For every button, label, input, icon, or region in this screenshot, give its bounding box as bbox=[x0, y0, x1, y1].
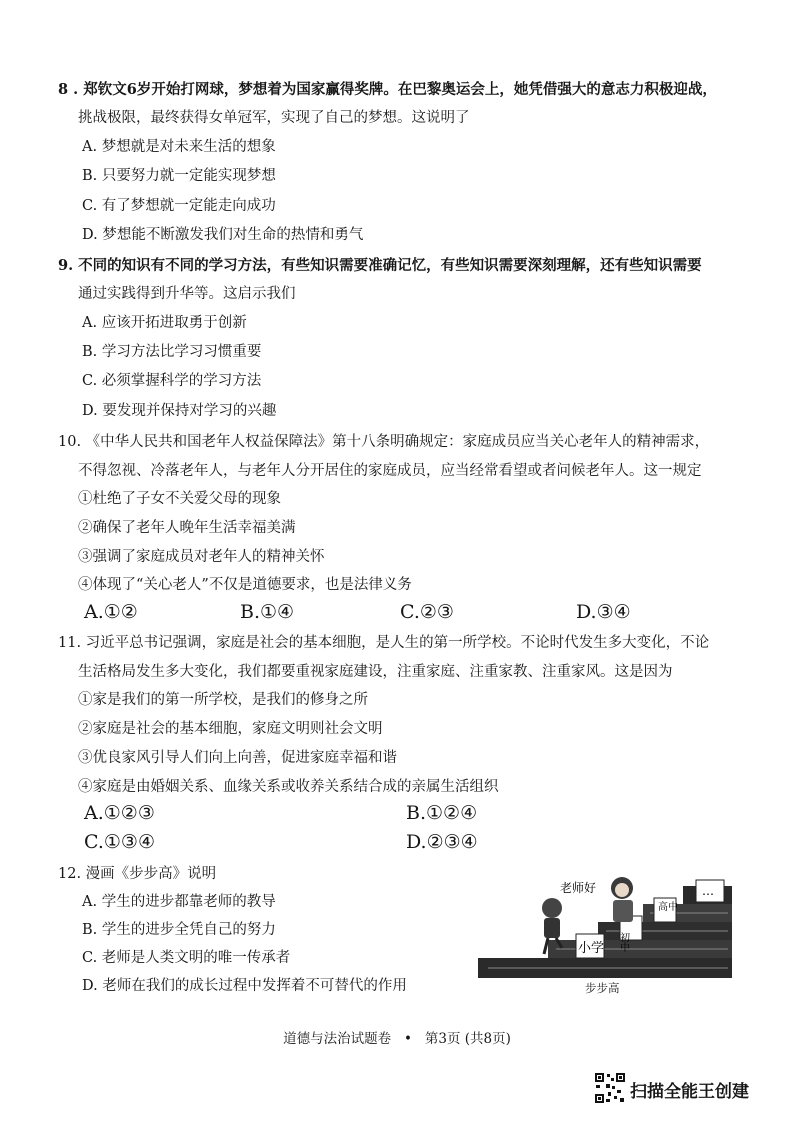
q11-statement-2: ②家庭是社会的基本细胞，家庭文明则社会文明 bbox=[78, 721, 383, 737]
q8-stem-line-2: 挑战极限，最终获得女单冠军，实现了自己的梦想。这说明了 bbox=[78, 110, 470, 126]
step-label-1: 小学 bbox=[578, 941, 605, 956]
q8-stem-line-1: 8 . 郑钦文6岁开始打网球，梦想着为国家赢得奖牌。在巴黎奥运会上，她凭借强大的意志力积极迎战， bbox=[58, 81, 717, 98]
q11-statement-3: ③优良家风引导人们向上向善，促进家庭幸福和谐 bbox=[78, 750, 397, 766]
teacher-figure bbox=[611, 877, 633, 922]
q8-option-c[interactable]: C. 有了梦想就一定能走向成功 bbox=[82, 198, 276, 214]
q11-option-a[interactable]: A.①②③ bbox=[84, 802, 155, 824]
q10-statement-2: ②确保了老年人晚年生活幸福美满 bbox=[78, 520, 296, 536]
q12-option-c[interactable]: C. 老师是人类文明的唯一传承者 bbox=[82, 950, 291, 966]
q9-option-a[interactable]: A. 应该开拓进取勇于创新 bbox=[82, 315, 247, 331]
q10-option-c[interactable]: C.②③ bbox=[400, 601, 454, 623]
q10-statement-4: ④体现了“关心老人”不仅是道德要求，也是法律义务 bbox=[78, 577, 412, 593]
q10-option-a[interactable]: A.①② bbox=[84, 601, 138, 623]
q11-statement-4: ④家庭是由婚姻关系、血缘关系或收养关系结合成的亲属生活组织 bbox=[78, 779, 499, 795]
page-footer: 道德与法治试题卷 • 第3页 (共8页) bbox=[283, 1031, 511, 1047]
q11-stem-line-2: 生活格局发生多大变化，我们都要重视家庭建设，注重家庭、注重家教、注重家风。这是因为 bbox=[78, 664, 673, 680]
q11-option-c[interactable]: C.①③④ bbox=[84, 831, 155, 853]
q11-option-b[interactable]: B.①②④ bbox=[406, 802, 478, 824]
step-label-4: … bbox=[702, 884, 714, 898]
q10-option-d[interactable]: D.③④ bbox=[576, 601, 631, 623]
q12-option-a[interactable]: A. 学生的进步都靠老师的教导 bbox=[82, 894, 276, 910]
scanner-watermark bbox=[594, 1072, 774, 1106]
step-label-3: 高中 bbox=[658, 902, 678, 913]
q10-statement-3: ③强调了家庭成员对老年人的精神关怀 bbox=[78, 549, 325, 565]
q9-option-c[interactable]: C. 必须掌握科学的学习方法 bbox=[82, 373, 262, 389]
q11-statement-1: ①家是我们的第一所学校，是我们的修身之所 bbox=[78, 692, 368, 708]
q10-stem-line-1: 10. 《中华人民共和国老年人权益保障法》第十八条明确规定：家庭成员应当关心老年人的精神需求， bbox=[58, 434, 710, 450]
step-label-2: 初中 bbox=[617, 932, 629, 952]
q12-stem-line-1: 12. 漫画《步步高》说明 bbox=[58, 866, 217, 882]
q8-option-d[interactable]: D. 梦想能不断激发我们对生命的热情和勇气 bbox=[82, 227, 364, 243]
watermark-text: 扫描全能王创建 bbox=[630, 1082, 749, 1102]
cartoon-caption: 步步高 bbox=[585, 981, 620, 995]
speech-bubble-text: 老师好 bbox=[560, 881, 597, 895]
q12-option-d[interactable]: D. 老师在我们的成长过程中发挥着不可替代的作用 bbox=[82, 978, 407, 994]
q9-option-d[interactable]: D. 要发现并保持对学习的兴趣 bbox=[82, 403, 277, 419]
q8-option-a[interactable]: A. 梦想就是对未来生活的想象 bbox=[82, 139, 276, 155]
cartoon-step-by-step bbox=[478, 874, 732, 978]
q10-option-b[interactable]: B.①④ bbox=[240, 601, 295, 623]
q9-stem-line-1: 9. 不同的知识有不同的学习方法，有些知识需要准确记忆，有些知识需要深刻理解，还有些知识需要 bbox=[58, 257, 702, 274]
q11-option-d[interactable]: D.②③④ bbox=[406, 831, 478, 853]
q10-statement-1: ①杜绝了子女不关爱父母的现象 bbox=[78, 491, 281, 507]
q9-stem-line-2: 通过实践得到升华等。这启示我们 bbox=[78, 286, 296, 302]
q8-option-b[interactable]: B. 只要努力就一定能实现梦想 bbox=[82, 168, 276, 184]
qr-code-icon bbox=[594, 1072, 626, 1104]
q9-option-b[interactable]: B. 学习方法比学习习惯重要 bbox=[82, 344, 262, 360]
q11-stem-line-1: 11. 习近平总书记强调，家庭是社会的基本细胞，是人生的第一所学校。不论时代发生多大变化，不论 bbox=[58, 635, 710, 651]
q12-option-b[interactable]: B. 学生的进步全凭自己的努力 bbox=[82, 922, 276, 938]
q10-stem-line-2: 不得忽视、冷落老年人，与老年人分开居住的家庭成员，应当经常看望或者问候老年人。这一规定 bbox=[78, 463, 702, 479]
